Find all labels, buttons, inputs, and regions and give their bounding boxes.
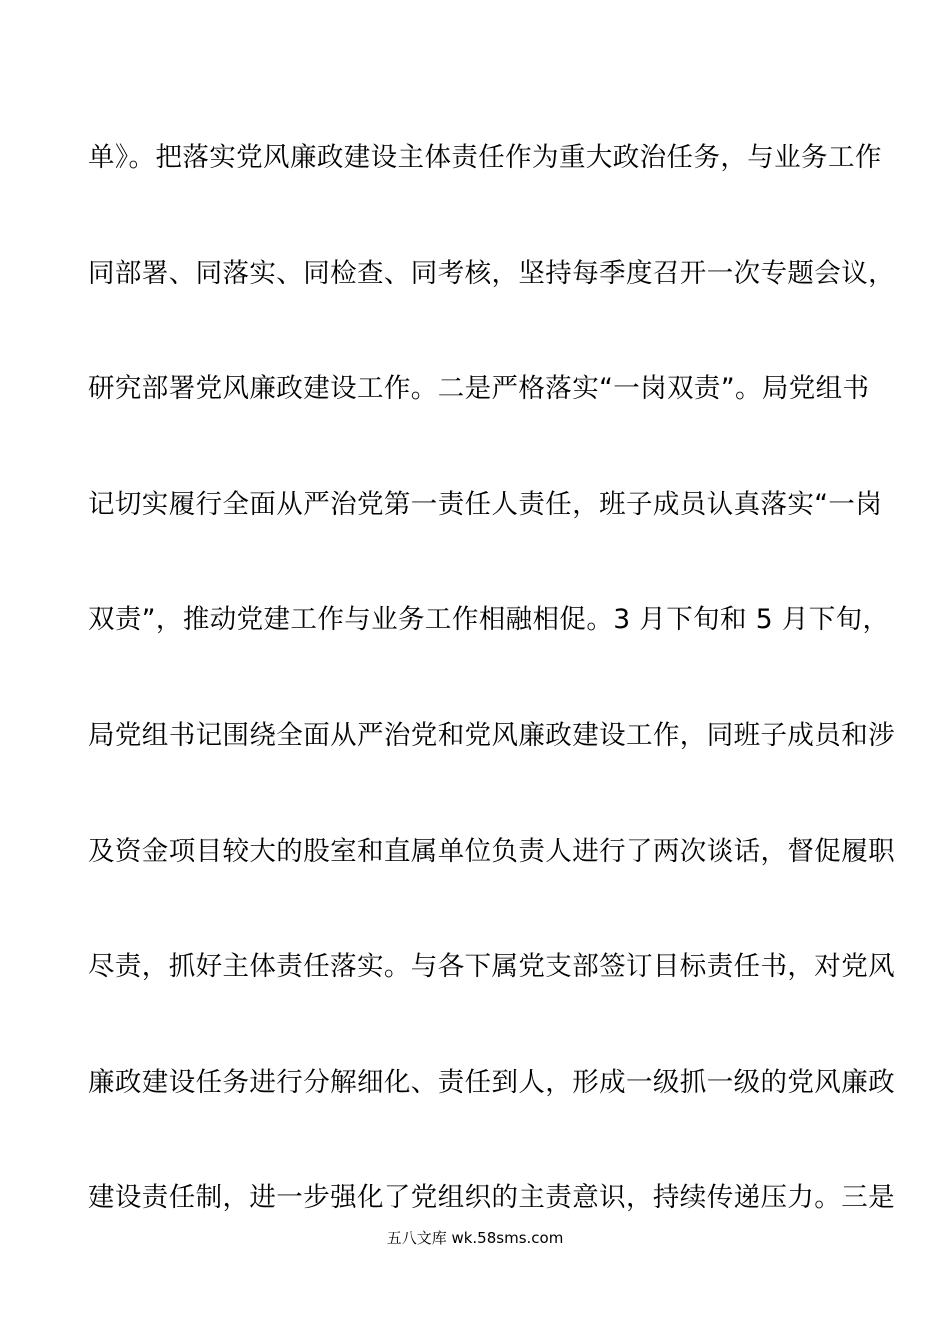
footer-watermark: 五八文库 wk.58sms.com xyxy=(386,1229,564,1247)
text-line-1: 单》。把落实党风廉政建设主体责任作为重大政治任务，与业务工作 xyxy=(88,142,882,173)
text-line-10: 建设责任制，进一步强化了党组织的主责意识，持续传递压力。三是 xyxy=(88,1182,895,1214)
text-line-3: 研究部署党风廉政建设工作。二是严格落实“一岗双责”。局党组书 xyxy=(88,373,870,405)
text-line-9: 廉政建设任务进行分解细化、责任到人，形成一级抓一级的党风廉政 xyxy=(88,1066,895,1098)
text-line-8: 尽责，抓好主体责任落实。与各下属党支部签订目标责任书，对党风 xyxy=(88,951,895,983)
text-line-5: 双责”，推动党建工作与业务工作相融相促。3 月下旬和 5 月下旬， xyxy=(88,604,890,636)
text-line-7: 及资金项目较大的股室和直属单位负责人进行了两次谈话，督促履职 xyxy=(88,835,895,867)
text-line-2: 同部署、同落实、同检查、同考核，坚持每季度召开一次专题会议， xyxy=(88,257,895,289)
text-line-4: 记切实履行全面从严治党第一责任人责任，班子成员认真落实“一岗 xyxy=(88,488,883,520)
body-text xyxy=(88,134,895,1290)
text-line-6: 局党组书记围绕全面从严治党和党风廉政建设工作，同班子成员和涉 xyxy=(88,719,895,751)
